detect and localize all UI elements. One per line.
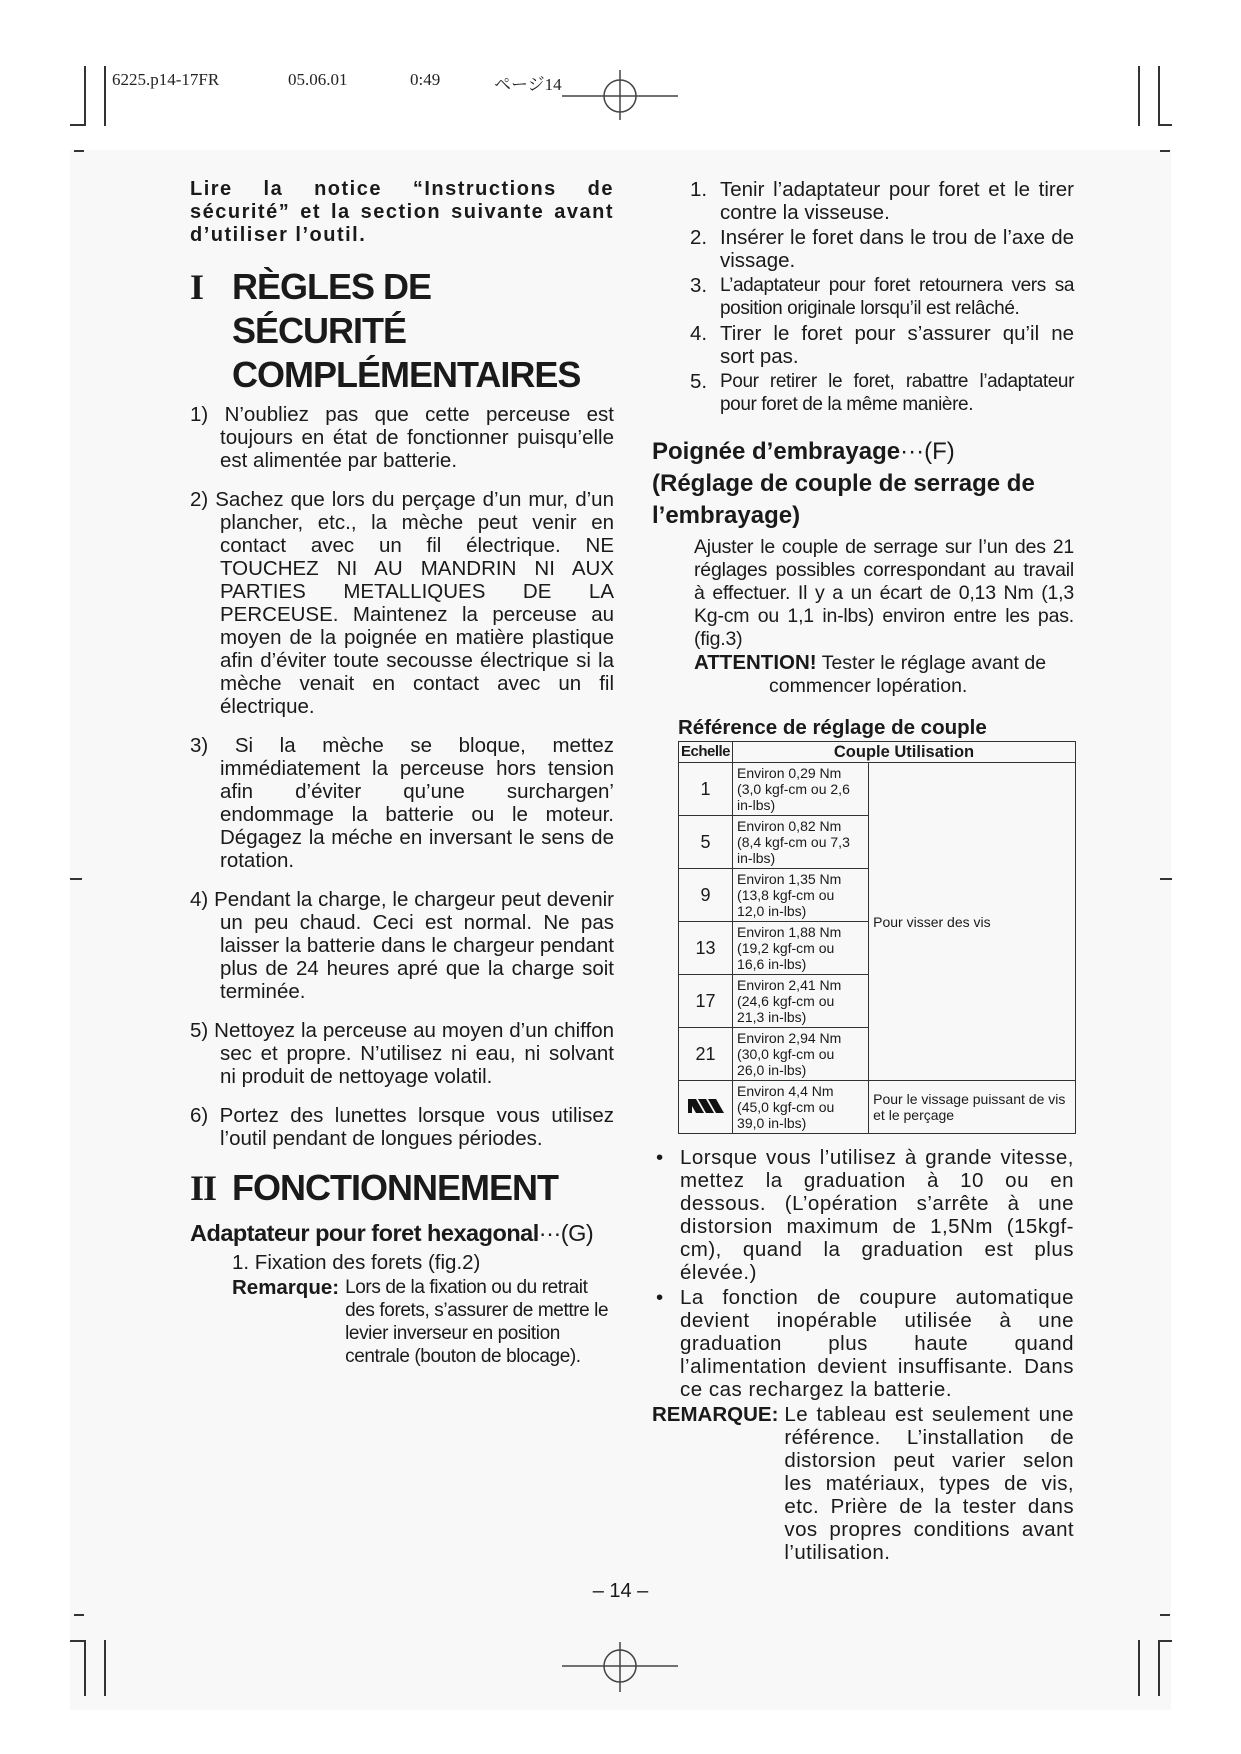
bullet-icon: • bbox=[656, 1146, 664, 1169]
torque-table-title: Référence de réglage de couple bbox=[678, 716, 987, 739]
section-2-heading bbox=[190, 1166, 614, 1210]
crop-mark bbox=[70, 878, 82, 880]
attention-text-2: commencer lopération. bbox=[769, 675, 968, 697]
steps-list bbox=[652, 178, 1074, 416]
scale-cell: 13 bbox=[679, 922, 733, 975]
bullet-item bbox=[652, 1286, 1074, 1401]
step-text: L’adaptateur pour foret retournera vers sa position originale lorsqu’il est relâché. bbox=[720, 275, 1074, 319]
rule-item: 4) Pendant la charge, le chargeur peut devenir un peu chaud. Ceci est normal. Ne pas laisser la batterie dans le chargeur pendant plus de 24 heures apré que la charge soit terminée. bbox=[190, 888, 614, 1003]
step-item bbox=[690, 226, 1074, 272]
step-text: Insérer le foret dans le trou de l’axe de vissage. bbox=[720, 226, 1074, 272]
crop-mark bbox=[1158, 66, 1160, 126]
section-2-title: FONCTIONNEMENT bbox=[232, 1167, 558, 1208]
attention-text: Tester le réglage avant de bbox=[821, 652, 1047, 674]
crop-mark bbox=[1158, 124, 1172, 126]
table-row bbox=[679, 1081, 1076, 1134]
torque-units: (13,8 kgf-cm ou 12,0 in-lbs) bbox=[737, 887, 835, 919]
torque-value: Environ 0,82 Nm bbox=[737, 818, 842, 834]
rule-item: 5) Nettoyez la perceuse au moyen d’un chiffon sec et propre. N’utilisez ni eau, ni solvant ni produit de nettoyage volatil. bbox=[190, 1019, 614, 1088]
torque-value: Environ 0,29 Nm bbox=[737, 765, 842, 781]
torque-units: (24,6 kgf-cm ou 21,3 in-lbs) bbox=[737, 993, 835, 1025]
torque-cell bbox=[733, 922, 869, 975]
bullet-icon: • bbox=[656, 1286, 664, 1309]
crop-mark bbox=[1138, 66, 1140, 126]
remarque-label: REMARQUE: bbox=[652, 1403, 779, 1426]
attention bbox=[652, 651, 1074, 675]
section-1-title-line1: RÈGLES DE SÉCURITÉ bbox=[232, 266, 432, 351]
crop-mark bbox=[84, 66, 86, 126]
adapter-heading bbox=[190, 1220, 614, 1247]
torque-cell bbox=[733, 1081, 869, 1134]
section-1-heading bbox=[190, 265, 614, 397]
clutch-heading bbox=[652, 436, 1074, 468]
bullet-item bbox=[652, 1146, 1074, 1284]
torque-value: Environ 1,35 Nm bbox=[737, 871, 842, 887]
torque-cell bbox=[733, 1028, 869, 1081]
torque-table bbox=[678, 741, 1076, 1134]
remarque-text: Le tableau est seulement une référence. L’installation de distorsion peut varier selon les matériaux, types de vis, etc. Prière de la tester dans vos propres conditions avant l’utilisation. bbox=[784, 1403, 1074, 1564]
remark bbox=[190, 1276, 614, 1368]
step-text: Pour retirer le foret, rabattre l’adaptateur pour foret de la même manière. bbox=[720, 371, 1074, 415]
crop-mark bbox=[1160, 150, 1170, 152]
torque-units: (8,4 kgf-cm ou 7,3 in-lbs) bbox=[737, 834, 850, 866]
table-row bbox=[679, 763, 1076, 816]
right-column bbox=[652, 178, 1074, 1564]
crop-mark bbox=[1158, 1640, 1160, 1696]
clutch-heading-suffix: ···(F) bbox=[900, 438, 955, 465]
torque-cell bbox=[733, 816, 869, 869]
use-cell: Pour visser des vis bbox=[869, 763, 1076, 1081]
crop-mark bbox=[1138, 1640, 1140, 1696]
step-item bbox=[690, 178, 1074, 224]
torque-units: (19,2 kgf-cm ou 16,6 in-lbs) bbox=[737, 940, 835, 972]
scale-cell: 9 bbox=[679, 869, 733, 922]
bullet-text: La fonction de coupure automatique devient inopérable utilisée à une graduation plus haute quand l’alimentation devient insuffisante. Dans ce cas rechargez la batterie. bbox=[680, 1286, 1074, 1401]
crop-mark bbox=[70, 124, 86, 126]
step-number: 5. bbox=[690, 370, 708, 393]
step-item bbox=[690, 370, 1074, 416]
crop-mark bbox=[1160, 1614, 1170, 1616]
header-time: 0:49 bbox=[410, 70, 441, 89]
header-file: 6225.p14-17FR bbox=[112, 70, 220, 89]
torque-units: (3,0 kgf-cm ou 2,6 in-lbs) bbox=[737, 781, 850, 813]
torque-cell bbox=[733, 763, 869, 816]
torque-value: Environ 4,4 Nm bbox=[737, 1083, 834, 1099]
registration-target-top bbox=[560, 70, 680, 120]
remarque bbox=[652, 1403, 1074, 1564]
fixation-step: 1. Fixation des forets (fig.2) bbox=[232, 1251, 481, 1274]
scale-cell: 17 bbox=[679, 975, 733, 1028]
scale-cell: 5 bbox=[679, 816, 733, 869]
section-2-number: II bbox=[190, 1168, 217, 1208]
crop-mark bbox=[1160, 878, 1172, 880]
step-text: Tirer le foret pour s’assurer qu’il ne sort pas. bbox=[720, 322, 1074, 368]
torque-value: Environ 1,88 Nm bbox=[737, 924, 842, 940]
use-cell: Pour le vissage puissant de vis et le perçage bbox=[869, 1081, 1076, 1134]
adapter-heading-text: Adaptateur pour foret hexagonal bbox=[190, 1220, 539, 1246]
adapter-heading-suffix: ···(G) bbox=[538, 1220, 594, 1246]
scale-cell: 1 bbox=[679, 763, 733, 816]
torque-units: (30,0 kgf-cm ou 26,0 in-lbs) bbox=[737, 1046, 835, 1078]
torque-value: Environ 2,94 Nm bbox=[737, 1030, 842, 1046]
remark-text: Lors de la fixation ou du retrait des forets, s’assurer de mettre le levier inverseur en position centrale (bouton de blocage). bbox=[345, 1277, 609, 1367]
scale-cell: 21 bbox=[679, 1028, 733, 1081]
step-number: 2. bbox=[690, 226, 708, 249]
clutch-heading-text: Poignée d’embrayage bbox=[652, 438, 901, 465]
crop-mark bbox=[1158, 1640, 1172, 1642]
rule-item: 3) Si la mèche se bloque, mettez immédiatement la perceuse hors tension afin d’éviter qu’une surchargen’ endommage la batterie ou le moteur. Dégagez la méche en inversant le sens de rotation. bbox=[190, 734, 614, 872]
crop-mark bbox=[74, 150, 84, 152]
rule-item: 2) Sachez que lors du perçage d’un mur, d’un plancher, etc., la mèche peut venir en contact avec un fil électrique. NE TOUCHEZ NI AU MANDRIN NI AUX PARTIES METALLIQUES DE LA PERCEUSE. Maintenez la perceuse au moyen de la poignée en matière plastique afin d’éviter toute secousse électrique si la mèche venait en contact avec un fil électrique. bbox=[190, 488, 614, 718]
rule-item: 1) N’oubliez pas que cette perceuse est toujours en état de fonctionner puisqu’elle est alimentée par batterie. bbox=[190, 403, 614, 472]
crop-mark bbox=[74, 1614, 84, 1616]
header-page-label: ページ14 bbox=[494, 75, 562, 94]
crop-mark bbox=[104, 1640, 106, 1696]
section-1-title-line2: COMPLÉMENTAIRES bbox=[232, 354, 581, 395]
rule-item: 6) Portez des lunettes lorsque vous utilisez l’outil pendant de longues périodes. bbox=[190, 1104, 614, 1150]
attention-label: ATTENTION! bbox=[694, 651, 817, 674]
step-item bbox=[690, 322, 1074, 368]
step-number: 1. bbox=[690, 178, 708, 201]
torque-units: (45,0 kgf-cm ou 39,0 in-lbs) bbox=[737, 1099, 835, 1131]
drill-mode-icon bbox=[679, 1081, 733, 1134]
step-number: 3. bbox=[690, 274, 708, 297]
intro-text: Lire la notice “Instructions de sécurité” et la section suivante avant d’utiliser l’outil. bbox=[190, 178, 614, 246]
step-number: 4. bbox=[690, 322, 708, 345]
torque-value: Environ 2,41 Nm bbox=[737, 977, 842, 993]
table-header-scale: Echelle bbox=[679, 742, 733, 763]
left-column bbox=[190, 178, 614, 1368]
page-number: – 14 – bbox=[592, 1580, 649, 1602]
torque-cell bbox=[733, 869, 869, 922]
section-1-number: I bbox=[190, 267, 204, 307]
registration-target-bottom bbox=[560, 1642, 680, 1692]
step-item bbox=[690, 274, 1074, 320]
step-text: Tenir l’adaptateur pour foret et le tirer contre la visseuse. bbox=[720, 178, 1074, 224]
table-header-row bbox=[679, 742, 1076, 763]
torque-cell bbox=[733, 975, 869, 1028]
clutch-subheading: (Réglage de couple de serrage de l’embrayage) bbox=[652, 470, 1035, 529]
crop-mark bbox=[84, 1640, 86, 1696]
clutch-paragraph: Ajuster le couple de serrage sur l’un des 21 réglages possibles correspondant au travail à effectuer. Il y a un écart de 0,13 Nm (1,3 Kg-cm ou 1,1 in-lbs) environ entre les pas. (fig.3) bbox=[694, 536, 1074, 650]
header-date: 05.06.01 bbox=[288, 70, 348, 89]
bullet-text: Lorsque vous l’utilisez à grande vitesse, mettez la graduation à 10 ou en dessous. (L’opération s’arrête à une distorsion maximum de 1,5Nm (15kgf-cm), quand la graduation est plus élevée.) bbox=[680, 1146, 1074, 1284]
remark-label: Remarque: bbox=[232, 1276, 340, 1299]
crop-mark bbox=[104, 66, 106, 126]
table-header-torque: Couple Utilisation bbox=[733, 742, 1076, 763]
